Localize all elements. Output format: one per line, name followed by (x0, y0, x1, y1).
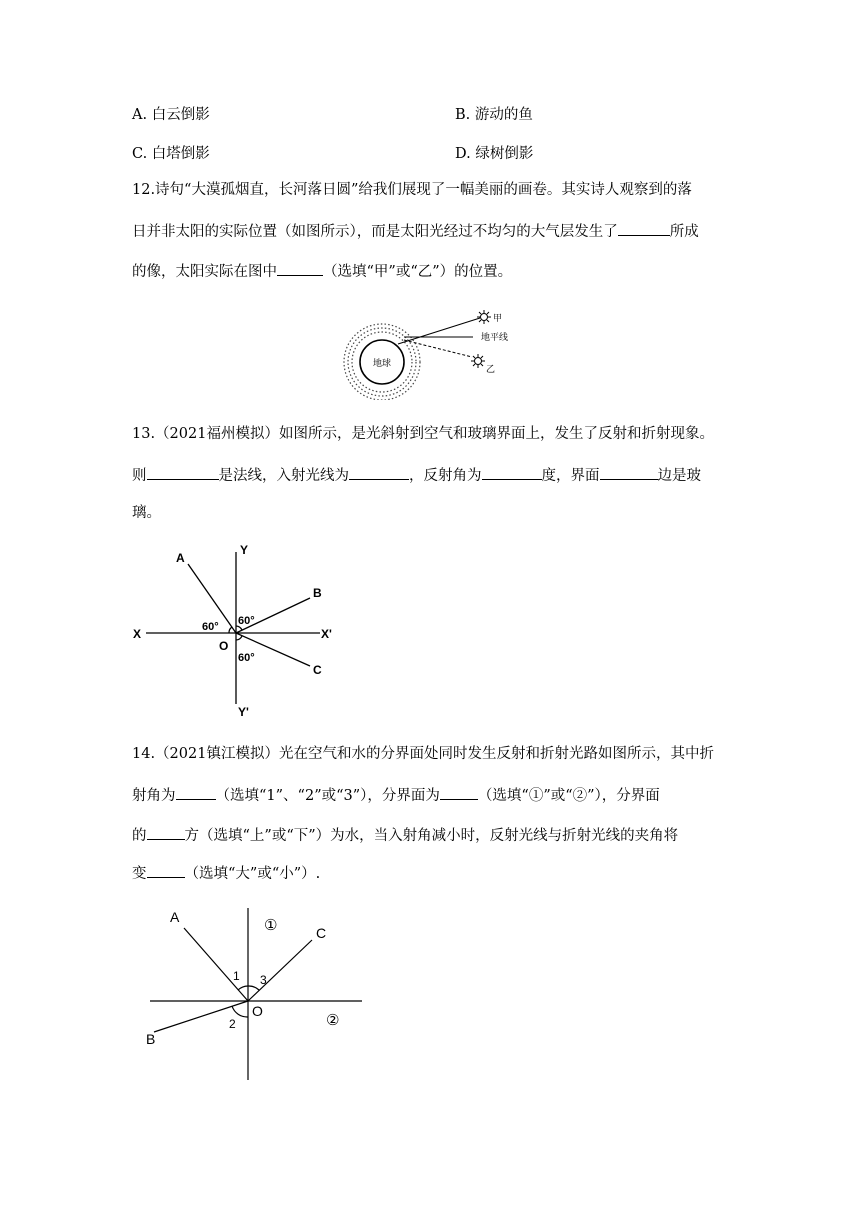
label-o: O (252, 1003, 263, 1019)
sight-line (398, 318, 480, 344)
label-o: O (219, 639, 229, 653)
q12-blank2[interactable] (277, 260, 323, 276)
q14-line3: 的 方（选填“上”或“下”）为水，当入射角减小时，反射光线与折射光线的夹角将 (132, 824, 678, 846)
option-a: A. 白云倒影 (132, 107, 210, 123)
q12-figure (340, 300, 530, 400)
option-d: D. 绿树倒影 (455, 146, 534, 162)
q14-blank3[interactable] (147, 824, 185, 840)
option-c: C. 白塔倒影 (132, 146, 210, 162)
horizon-label: 地平线 (481, 332, 509, 342)
angle-left: 60° (202, 621, 219, 633)
label-c: C (313, 663, 322, 677)
sun-yi-label: 乙 (486, 364, 496, 374)
q13-blank2[interactable] (349, 464, 409, 480)
label-c: C (316, 925, 327, 941)
ray-oc (248, 940, 312, 1001)
q14-blank4[interactable] (147, 862, 185, 878)
q14-blank1[interactable] (176, 784, 216, 800)
label-x: X (133, 627, 142, 641)
q13-line2: 则 是法线，入射光线为 ，反射角为 度，界面 边是玻 (132, 464, 701, 486)
label-x-prime: X' (321, 627, 332, 641)
label-b: B (313, 586, 322, 600)
sun-jia-label: 甲 (493, 313, 503, 323)
label-a: A (170, 909, 180, 925)
q13-blank3[interactable] (482, 464, 542, 480)
q14-line2: 射角为 （选填“1”、“2”或“3”），分界面为 （选填“①”或“②”），分界面 (132, 784, 660, 806)
q14-blank2[interactable] (440, 784, 478, 800)
q13-figure (130, 540, 350, 720)
label-y: Y (240, 543, 249, 557)
q13-line3: 璃。 (132, 505, 161, 521)
sun-ray (404, 340, 472, 357)
angle-lower-right: 60° (238, 652, 255, 664)
q12-blank1[interactable] (618, 220, 670, 236)
q14-line1: 14.（2021镇江模拟）光在空气和水的分界面处同时发生反射和折射光路如图所示，其中折 (132, 746, 714, 762)
label-2: 2 (229, 1017, 236, 1031)
label-y-prime: Y' (238, 705, 249, 719)
label-3: 3 (260, 973, 267, 987)
q13-line1: 13.（2021福州模拟）如图所示，是光斜射到空气和玻璃界面上，发生了反射和折射现象。 (132, 426, 714, 442)
label-a: A (176, 551, 185, 565)
sun-jia-icon (477, 310, 491, 324)
q14-figure (140, 900, 370, 1090)
label-b: B (146, 1031, 156, 1047)
q12-line3: 的像，太阳实际在图中 （选填“甲”或“乙”）的位置。 (132, 260, 512, 282)
region-1-label: ① (264, 917, 278, 934)
option-b: B. 游动的鱼 (455, 107, 533, 123)
q13-blank4[interactable] (600, 464, 658, 480)
q12-line1: 12.诗句“大漠孤烟直，长河落日圆”给我们展现了一幅美丽的画卷。其实诗人观察到的落 (132, 182, 692, 198)
q12-line2: 日并非太阳的实际位置（如图所示），而是太阳光经过不均匀的大气层发生了 所成 (132, 220, 699, 242)
earth-label: 地球 (372, 358, 392, 368)
q14-line4: 变 （选填“大”或“小”）. (132, 862, 320, 884)
q13-blank1[interactable] (147, 464, 219, 480)
region-2-label: ② (326, 1012, 340, 1029)
angle-upper-right: 60° (238, 615, 255, 627)
label-1: 1 (233, 969, 240, 983)
sun-yi-icon (471, 354, 485, 368)
